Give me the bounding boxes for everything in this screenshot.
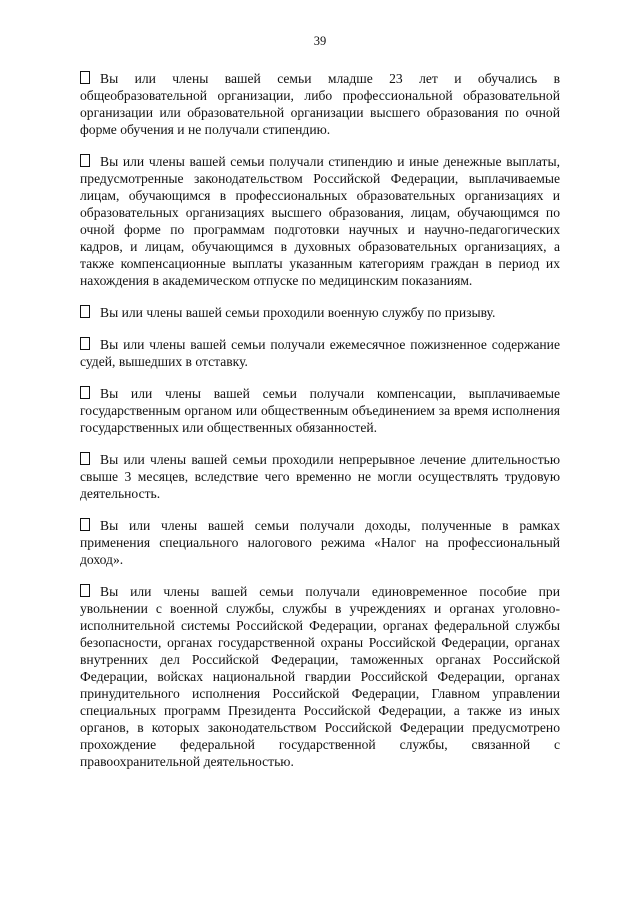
checklist-item <box>80 451 560 502</box>
checkbox[interactable] <box>80 305 90 318</box>
checklist-item <box>80 517 560 568</box>
checklist-item-text: Вы или члены вашей семьи получали доходы, полученные в рамках применения специального налогового режима «Налог на профессиональный доход». <box>80 518 560 567</box>
checkbox[interactable] <box>80 518 90 531</box>
checklist-item <box>80 70 560 138</box>
checklist-item-text: Вы или члены вашей семьи получали стипендию и иные денежные выплаты, предусмотренные законодательством Российской Федерации, выплачиваемые лицам, обучающимся в профессиональных образовательных организациях и образовательных организациях высшего образования, лицам, обучающимся по очной форме по программам подготовки научных и научно-педагогических кадров, и лицам, обучающимся в духовных образовательных организациях, а также компенсационные выплаты указанным категориям граждан в период их нахождения в академическом отпуске по медицинским показаниям. <box>80 154 560 288</box>
checkbox[interactable] <box>80 386 90 399</box>
checklist-item-text: Вы или члены вашей семьи получали компенсации, выплачиваемые государственным органом или общественным объединением за время исполнения государственных или общественных обязанностей. <box>80 386 560 435</box>
checklist-item-text: Вы или члены вашей семьи проходили военную службу по призыву. <box>100 305 496 320</box>
checklist-item <box>80 583 560 770</box>
checklist-item <box>80 336 560 370</box>
checklist <box>80 70 560 785</box>
checkbox[interactable] <box>80 154 90 167</box>
checkbox[interactable] <box>80 71 90 84</box>
checklist-item-text: Вы или члены вашей семьи получали единовременное пособие при увольнении с военной службы, службы в учреждениях и органах уголовно-исполнительной системы Российской Федерации, органах федеральной службы безопасности, органах государственной охраны Российской Федерации, органах внутренних дел Российской Федерации, таможенных органах Российской Федерации, войсках национальной гвардии Российской Федерации, органах принудительного исполнения Российской Федерации, Главном управлении специальных программ Президента Российской Федерации, а также из иных органов, в которых законодательством Российской Федерации предусмотрено прохождение федеральной государственной службы, связанной с правоохранительной деятельностью. <box>80 584 560 769</box>
page-number: 39 <box>313 34 327 48</box>
checkbox[interactable] <box>80 452 90 465</box>
checkbox[interactable] <box>80 584 90 597</box>
checklist-item-text: Вы или члены вашей семьи проходили непрерывное лечение длительностью свыше 3 месяцев, вследствие чего временно не могли осуществлять трудовую деятельность. <box>80 452 560 501</box>
checklist-item <box>80 385 560 436</box>
checklist-item <box>80 304 560 321</box>
checklist-item <box>80 153 560 289</box>
checklist-item-text: Вы или члены вашей семьи младше 23 лет и обучались в общеобразовательной организации, либо профессиональной образовательной организации или образовательной организации высшего образования по очной форме обучения и не получали стипендию. <box>80 71 560 137</box>
checklist-item-text: Вы или члены вашей семьи получали ежемесячное пожизненное содержание судей, вышедших в отставку. <box>80 337 560 369</box>
checkbox[interactable] <box>80 337 90 350</box>
